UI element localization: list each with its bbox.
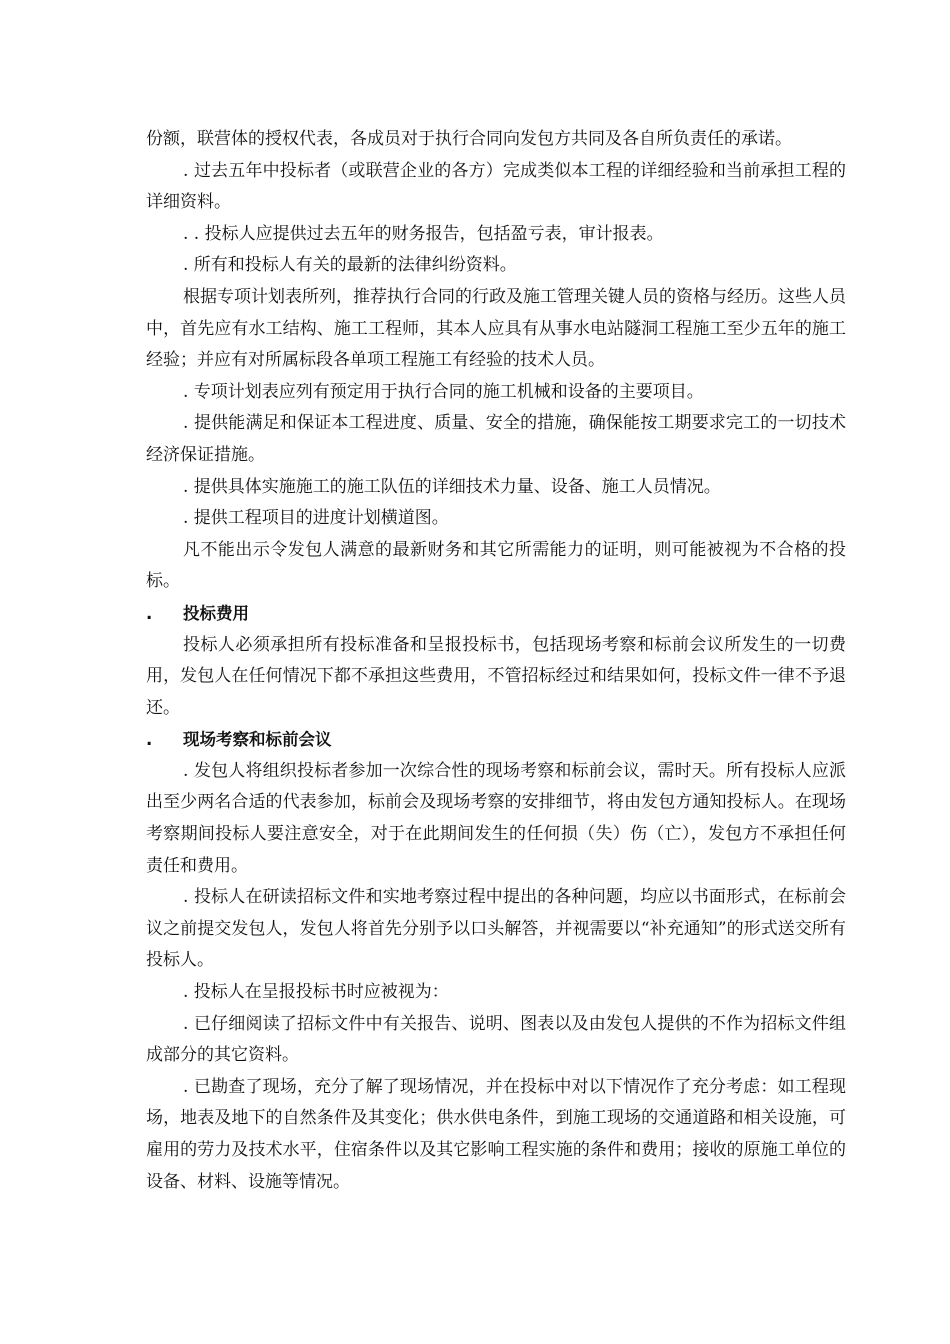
paragraph: . 投标人在研读招标文件和实地考察过程中提出的各种问题，均应以书面形式，在标前会议之前提交发包人，发包人将首先分别予以口头解答，并视需要以“补充通知”的形式送交所有投标人。 [146,887,846,971]
section-heading-site-visit [146,724,846,756]
section-heading-bid-cost [146,598,846,630]
paragraph: 投标人必须承担所有投标准备和呈报投标书，包括现场考察和标前会议所发生的一切费用，发包人在任何情况下都不承担这些费用，不管招标经过和结果如何，投标文件一律不予退还。 [146,634,846,718]
paragraph: . 提供能满足和保证本工程进度、质量、安全的措施，确保能按工期要求完工的一切技术经济保证措施。 [146,413,846,465]
paragraph: 凡不能出示令发包人满意的最新财务和其它所需能力的证明，则可能被视为不合格的投标。 [146,539,846,592]
paragraph: . 提供工程项目的进度计划横道图。 [183,508,449,529]
paragraph: 根据专项计划表所列，推荐执行合同的行政及施工管理关键人员的资格与经历。这些人员中，首先应有水工结构、施工工程师，其本人应具有从事水电站隧洞工程施工至少五年的施工经验；并应有对所属标段各单项工程施工有经验的技术人员。 [146,286,846,371]
paragraph: . . 投标人应提供过去五年的财务报告，包括盈亏表，审计报表。 [183,223,664,244]
paragraph: . 已勘查了现场，充分了解了现场情况，并在投标中对以下情况作了充分考虑：如工程现场，地表及地下的自然条件及其变化；供水供电条件，到施工现场的交通道路和相关设施，可雇用的劳力及技术水平，住宿条件以及其它影响工程实施的条件和费用；接收的原施工单位的设备、材料、设施等情况。 [146,1076,846,1192]
paragraph: 份额，联营体的授权代表，各成员对于执行合同向发包方共同及各自所负责任的承诺。 [146,129,792,149]
section-heading-title: 投标费用 [183,603,249,623]
paragraph: . 发包人将组织投标者参加一次综合性的现场考察和标前会议，需时天。所有投标人应派出至少两名合适的代表参加，标前会及现场考察的安排细节，将由发包方通知投标人。在现场考察期间投标人要注意安全，对于在此期间发生的任何损（失）伤（亡），发包方不承担任何责任和费用。 [146,760,846,876]
section-heading-title: 现场考察和标前会议 [183,730,332,750]
paragraph: . 提供具体实施施工的施工队伍的详细技术力量、设备、施工人员情况。 [183,476,721,497]
section-heading-number: . [146,603,153,623]
section-heading-number: . [146,730,153,750]
paragraph: . 投标人在呈报投标书时应被视为： [183,982,449,1003]
paragraph: . 已仔细阅读了招标文件中有关报告、说明、图表以及由发包人提供的不作为招标文件组成部分的其它资料。 [146,1013,846,1066]
paragraph: . 过去五年中投标者（或联营企业的各方）完成类似本工程的详细经验和当前承担工程的详细资料。 [146,160,846,213]
paragraph: . 所有和投标人有关的最新的法律纠纷资料。 [183,255,517,276]
paragraph: . 专项计划表应列有预定用于执行合同的施工机械和设备的主要项目。 [183,381,704,402]
document-page [146,124,846,1198]
